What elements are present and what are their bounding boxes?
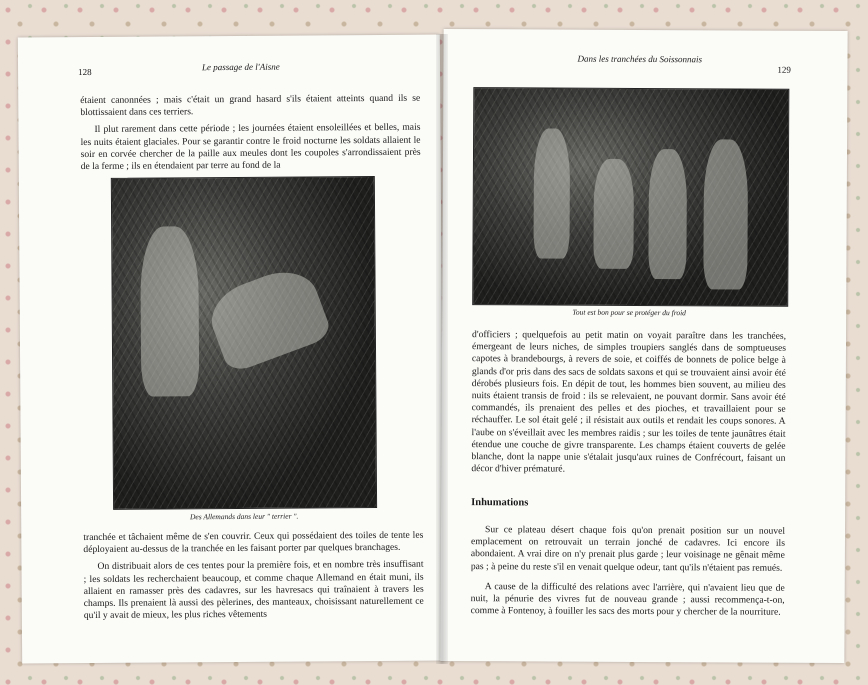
right-running-title: Dans les tranchées du Soissonnais: [577, 53, 703, 65]
section-heading: Inhumations: [471, 497, 529, 509]
photo-germans-in-dugout: [111, 176, 377, 510]
right-text-top: [471, 329, 786, 482]
paragraph: tranchée et tâchaient même de s'en couvrir. Ceux qui possédaient des toiles de tente les déployaient au-dessus de la tranchée en les faisant porter par quelques branchages.: [83, 529, 424, 556]
left-page: [18, 35, 444, 664]
right-text-bottom: [471, 524, 786, 624]
photo-soldiers-in-trench: [472, 87, 789, 307]
right-page-number: 129: [777, 64, 791, 75]
left-photo-caption: Des Allemands dans leur " terrier ".: [189, 511, 299, 522]
paragraph: étaient canonnées ; mais c'était un grand hasard s'ils étaient atteints quand ils se blottissaient dans ces terriers.: [80, 92, 421, 119]
figure-shape: [140, 226, 199, 396]
left-page-number: 128: [78, 66, 92, 78]
left-text-bottom: [83, 530, 424, 628]
right-photo-caption: Tout est bon pour se protéger du froid: [572, 307, 686, 318]
paragraph: d'officiers ; quelquefois au petit matin on voyait paraître dans les tranchées, émergeant de leurs niches, de simples troupiers sanglés dans de somptueuses capotes à brandebourgs, à revers de soie, et coiffés de bonnets de police belge à glands d'or pris dans des sacs de soldats saxons et qui se trouvaient ainsi avoir été dérobés plusieurs fois. En dépit de tout, les hommes bien souvent, au milieu des nuits étaient transis de froid : ils se relevaient, ne pouvant dormir. Sans avoir été commandés, ils prenaient des pelles et des pioches, et travaillaient pour se réchauffer. Le sol était gelé ; il résistait aux outils et rendait les coups sonores. A l'aube on s'éveillait avec les membres raidis ; sur les toiles de tente jaunâtres était étendue une couche de givre transparente. Les champs étaient couverts de gelée blanche, dont la nappe unie s'étalait jusqu'aux ruines de Confrécourt, faisant un décor d'hiver prématuré.: [471, 329, 787, 475]
paragraph: Sur ce plateau désert chaque fois qu'on prenait position sur un nouvel emplacement on retrouvait un terrain jonché de cadavres. Ici encore ils abondaient. A vrai dire on n'y prenait plus garde ; leur voisinage ne gênait même pas ; à peine du reste s'il en venait quelque odeur, tant qu'ils n'étaient pas remués.: [470, 524, 786, 574]
figure-shape: [202, 261, 333, 374]
right-page: [440, 29, 847, 663]
figure-shape: [533, 128, 570, 258]
paragraph: Il plut rarement dans cette période ; les journées étaient ensoleillées et belles, mais les nuits étaient glaciales. Pour se garantir contre le froid nocturne les soldats allaient le soir en corvée chercher de la paille aux meules dont les coupoles s'arrondissaient près de la ferme ; ils en étendaient par terre au fond de la: [80, 122, 421, 173]
left-text-top: [80, 93, 421, 179]
figure-shape: [703, 139, 748, 289]
left-running-title: Le passage de l'Aisne: [201, 61, 280, 73]
figure-shape: [593, 159, 634, 269]
paragraph: A cause de la difficulté des relations avec l'arrière, qui n'avaient lieu que de nuit, la pénurie des vivres fut de nouveau grande ; aussi recommença-t-on, comme à Fontenoy, à fouiller les sacs des morts pour y chercher de la nourriture.: [470, 580, 785, 618]
paragraph: On distribuait alors de ces tentes pour la première fois, et en nombre très insuffisant ; les soldats les recherchaient beaucoup, et comme chaque Allemand en était muni, ils allaient en ramasser près des cadavres, sur les havresacs qui traînaient à travers les champs. Ils prenaient là aussi des pèlerines, des manteaux, choisissant naturellement ce qu'il y avait de mieux, les plus riches vêtements: [83, 559, 424, 622]
figure-shape: [648, 149, 687, 279]
